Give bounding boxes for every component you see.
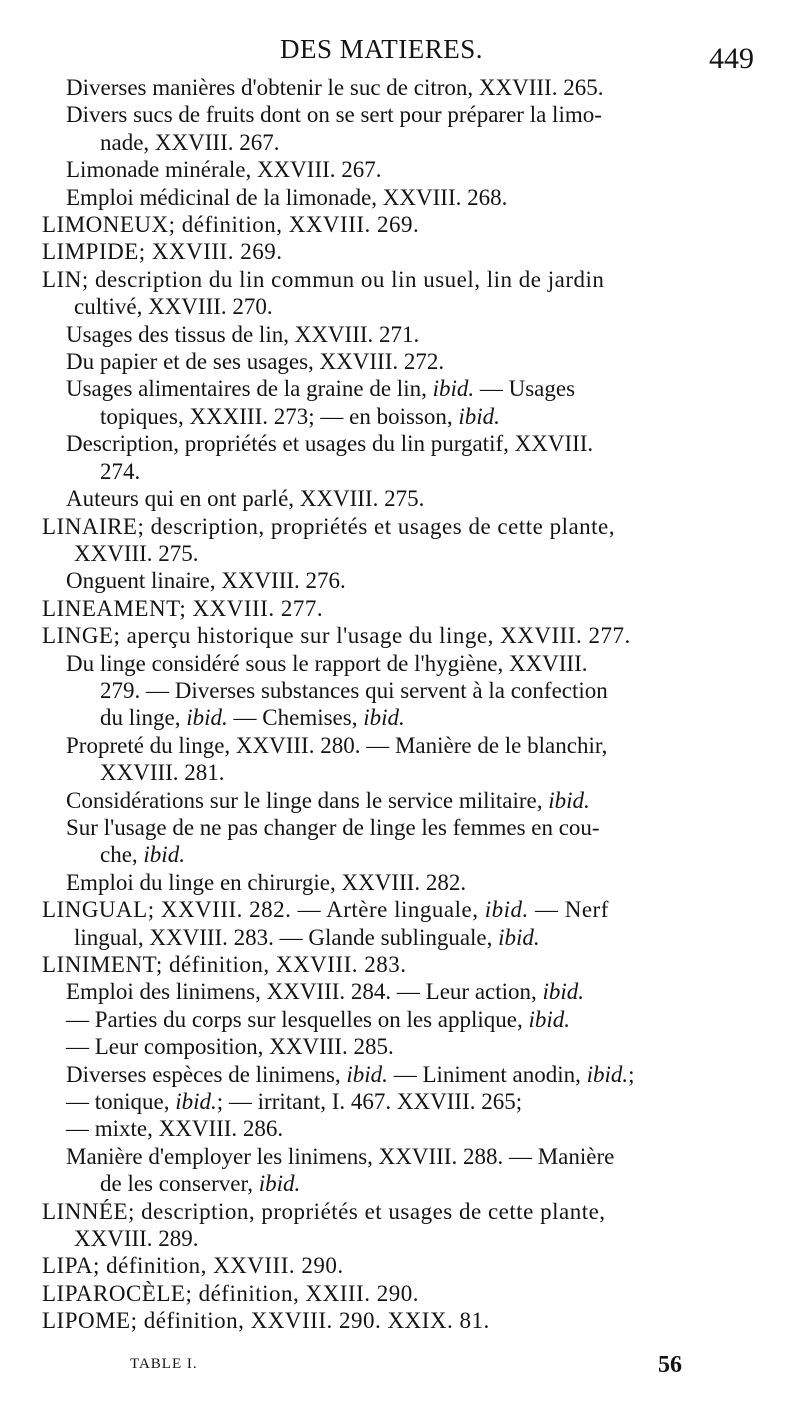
index-entry-heading: LIPAROCÈLE; définition, XXIII. 290.	[42, 1280, 419, 1306]
index-entry-line: Manière d'employer les linimens, XXVIII. 288. — Manière	[66, 1143, 615, 1169]
ibid-abbreviation: ibid.	[186, 705, 228, 731]
index-entry-line: Diverses espèces de linimens, ibid. — Liniment anodin, ibid.;	[66, 1061, 635, 1087]
index-entry-line: Diverses manières d'obtenir le suc de citron, XXVIII. 265.	[66, 75, 604, 100]
ibid-abbreviation: ibid.	[143, 842, 185, 868]
index-entry-heading: LINIMENT; définition, XXVIII. 283.	[42, 952, 407, 977]
index-entry-line: Divers sucs de fruits dont on se sert pour préparer la limo-	[66, 102, 602, 128]
index-entry-line: cultivé, XXVIII. 270.	[74, 294, 273, 320]
ibid-abbreviation: ibid.	[484, 897, 529, 923]
index-entries	[42, 74, 762, 1335]
index-entry-heading: LINAIRE; description, propriétés et usages de cette plante,	[42, 513, 616, 539]
index-entry-heading: LINGE; aperçu historique sur l'usage du linge, XXVIII. 277.	[42, 623, 631, 649]
index-entry-line: Propreté du linge, XXVIII. 280. — Manière de le blanchir,	[66, 732, 608, 758]
index-entry-line: du linge, ibid. — Chemises, ibid.	[100, 705, 405, 731]
index-entry-line: topiques, XXXIII. 273; — en boisson, ibid.	[100, 403, 500, 429]
page-header	[0, 30, 800, 75]
index-entry-line: Considérations sur le linge dans le service militaire, ibid.	[66, 787, 590, 813]
signature-mark: TABLE I.	[130, 1356, 198, 1372]
ibid-abbreviation: ibid.	[432, 376, 475, 402]
index-entry-heading: LIN; description du lin commun ou lin usuel, lin de jardin	[42, 266, 605, 292]
index-entry-heading: LINGUAL; XXVIII. 282. — Artère linguale, ibid. — Nerf	[42, 897, 609, 923]
index-entry-line: XXVIII. 275.	[74, 540, 199, 566]
ibid-abbreviation: ibid.	[258, 1171, 301, 1197]
ibid-abbreviation: ibid.	[346, 1061, 388, 1087]
ibid-abbreviation: ibid.	[498, 924, 540, 950]
ibid-abbreviation: ibid.	[175, 1089, 217, 1115]
index-entry-line: — Leur composition, XXVIII. 285.	[66, 1034, 394, 1060]
page-footer	[0, 1352, 800, 1388]
index-entry-heading: LIMPIDE; XXVIII. 269.	[42, 239, 283, 265]
index-entry-heading: LIMONEUX; définition, XXVIII. 269.	[42, 212, 420, 238]
index-entry-line: Auteurs qui en ont parlé, XXVIII. 275.	[66, 486, 425, 512]
index-entry-line: Du linge considéré sous le rapport de l'hygiène, XXVIII.	[66, 650, 588, 676]
index-entry-heading: LINNÉE; description, propriétés et usages de cette plante,	[42, 1198, 606, 1224]
ibid-abbreviation: ibid.	[363, 705, 405, 731]
index-entry-line: — mixte, XXVIII. 286.	[66, 1116, 284, 1142]
running-title: DES MATIERES.	[280, 34, 484, 64]
ibid-abbreviation: ibid.	[548, 787, 590, 813]
ibid-abbreviation: ibid.	[528, 1006, 571, 1032]
page-number: 449	[709, 42, 754, 75]
index-entry-line: Emploi médicinal de la limonade, XXVIII. 268.	[66, 184, 508, 210]
index-entry-line: Usages des tissus de lin, XXVIII. 271.	[66, 321, 420, 347]
index-entry-heading: LIPOME; définition, XXVIII. 290. XXIX. 81.	[42, 1308, 490, 1334]
index-entry-line: Du papier et de ses usages, XXVIII. 272.	[66, 349, 445, 375]
index-entry-line: 279. — Diverses substances qui servent à la confection	[100, 677, 608, 703]
ibid-abbreviation: ibid.	[586, 1061, 629, 1087]
index-entry-line: Onguent linaire, XXVIII. 276.	[66, 568, 346, 594]
index-entry-line: Limonade minérale, XXVIII. 267.	[66, 157, 382, 183]
index-entry-line: Usages alimentaires de la graine de lin, ibid. — Usages	[66, 376, 576, 402]
index-entry-line: — Parties du corps sur lesquelles on les applique, ibid.	[66, 1006, 571, 1032]
index-entry-line: XXVIII. 289.	[74, 1226, 199, 1252]
index-entry-heading: LINEAMENT; XXVIII. 277.	[42, 595, 324, 621]
index-entry-line: XXVIII. 281.	[100, 760, 225, 786]
index-entry-line: nade, XXVIII. 267.	[100, 129, 280, 155]
index-entry-line: Sur l'usage de ne pas changer de linge les femmes en cou-	[66, 814, 600, 840]
index-entry-line: Description, propriétés et usages du lin purgatif, XXVIII.	[66, 431, 594, 457]
gathering-number: 56	[658, 1352, 682, 1378]
index-entry-line: de les conserver, ibid.	[100, 1171, 301, 1197]
index-entry-line: Emploi du linge en chirurgie, XXVIII. 282.	[66, 869, 467, 895]
index-entry-line: — tonique, ibid.; — irritant, I. 467. XXVIII. 265;	[66, 1089, 523, 1115]
index-entry-line: che, ibid.	[100, 842, 185, 868]
index-entry-line: Emploi des linimens, XXVIII. 284. — Leur action, ibid.	[66, 979, 585, 1005]
ibid-abbreviation: ibid.	[542, 979, 585, 1005]
index-entry-line: 274.	[100, 458, 141, 484]
index-entry-line: lingual, XXVIII. 283. — Glande sublinguale, ibid.	[74, 924, 540, 950]
index-entry-heading: LIPA; définition, XXVIII. 290.	[42, 1253, 344, 1279]
ibid-abbreviation: ibid.	[458, 403, 500, 429]
